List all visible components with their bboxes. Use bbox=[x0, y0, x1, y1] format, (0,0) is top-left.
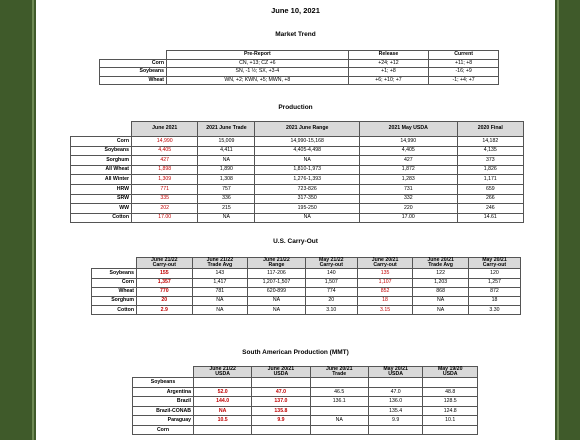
table-cell: 3.30 bbox=[468, 306, 520, 315]
table-cell: 335 bbox=[132, 194, 198, 204]
south-american-table bbox=[132, 366, 478, 435]
header-cell bbox=[413, 258, 469, 269]
table-cell: 1,171 bbox=[457, 175, 523, 185]
row-label: Corn bbox=[92, 278, 137, 287]
table-cell: 52.0 bbox=[194, 387, 252, 397]
table-cell: 195-250 bbox=[255, 204, 360, 214]
table-cell: 47.0 bbox=[252, 387, 310, 397]
header-cell bbox=[468, 258, 520, 269]
table-cell: 135.4 bbox=[368, 406, 423, 416]
production-title: Production bbox=[278, 104, 313, 111]
table-row bbox=[133, 406, 478, 416]
table-cell: 852 bbox=[357, 287, 413, 296]
table-cell: 757 bbox=[198, 184, 255, 194]
table-cell: 117-206 bbox=[248, 269, 306, 278]
table-cell: +6; +10; +7 bbox=[348, 76, 429, 85]
row-label: WW bbox=[71, 204, 132, 214]
header-cell: June 2021 bbox=[132, 122, 198, 137]
table-row bbox=[92, 306, 521, 315]
table-cell: 135 bbox=[357, 269, 413, 278]
table-cell: 9.9 bbox=[252, 416, 310, 426]
table-cell: 14.61 bbox=[457, 213, 523, 223]
table-row bbox=[71, 175, 524, 185]
table-cell: 20 bbox=[137, 296, 193, 305]
table-cell: 18 bbox=[468, 296, 520, 305]
row-label: SRW bbox=[71, 194, 132, 204]
header-line: USDA bbox=[215, 371, 230, 378]
table-cell bbox=[310, 378, 368, 388]
right-border-frame bbox=[555, 0, 580, 440]
table-cell: 124.8 bbox=[423, 406, 478, 416]
table-cell: 122 bbox=[413, 269, 469, 278]
table-cell: 4,405 bbox=[359, 146, 457, 156]
table-cell: NA bbox=[194, 406, 252, 416]
header-cell: 2021 May USDA bbox=[359, 122, 457, 137]
table-cell: 1,276-1,393 bbox=[255, 175, 360, 185]
table-cell: 723-826 bbox=[255, 184, 360, 194]
table-cell: 9.9 bbox=[368, 416, 423, 426]
table-cell: 14,182 bbox=[457, 137, 523, 147]
south-american-title: South American Production (MMT) bbox=[242, 349, 349, 356]
table-cell: 332 bbox=[359, 194, 457, 204]
table-cell: 14,990 bbox=[359, 137, 457, 147]
table-cell: 872 bbox=[468, 287, 520, 296]
table-cell: 427 bbox=[359, 156, 457, 166]
header-cell bbox=[357, 258, 413, 269]
table-cell: 731 bbox=[359, 184, 457, 194]
table-cell: 1,826 bbox=[457, 165, 523, 175]
header-line: May 19/20 bbox=[437, 366, 463, 372]
table-row bbox=[92, 296, 521, 305]
table-cell: 770 bbox=[137, 287, 193, 296]
table-cell: WN, +2; KWN, +5; MWN, +8 bbox=[167, 76, 349, 85]
table-cell: 136.0 bbox=[368, 397, 423, 407]
table-row bbox=[71, 137, 524, 147]
table-cell: 373 bbox=[457, 156, 523, 166]
table-cell: 1,898 bbox=[132, 165, 198, 175]
table-row bbox=[133, 416, 478, 426]
table-cell: 427 bbox=[132, 156, 198, 166]
row-label: Soybeans bbox=[71, 146, 132, 156]
table-cell: 246 bbox=[457, 204, 523, 214]
header-line: Carry-out bbox=[319, 262, 343, 269]
table-cell: 15,009 bbox=[198, 137, 255, 147]
table-row bbox=[92, 287, 521, 296]
south-american-rows bbox=[133, 378, 478, 435]
header-line: June 21/22 bbox=[263, 257, 290, 263]
table-cell: 120 bbox=[468, 269, 520, 278]
header-line: June 21/22 bbox=[151, 257, 178, 263]
table-row bbox=[92, 278, 521, 287]
row-label: Corn bbox=[71, 137, 132, 147]
header-line: June 20/21 bbox=[371, 257, 399, 263]
header-cell bbox=[137, 258, 193, 269]
header-blank bbox=[133, 367, 194, 378]
table-cell: 17.00 bbox=[132, 213, 198, 223]
row-label: Wheat bbox=[92, 287, 137, 296]
table-cell: -16; +9 bbox=[429, 68, 499, 77]
table-cell bbox=[252, 378, 310, 388]
row-label: Argentina bbox=[133, 387, 194, 397]
table-cell: NA bbox=[248, 296, 306, 305]
table-cell: 136.1 bbox=[310, 397, 368, 407]
header-line: USDA bbox=[273, 371, 289, 378]
row-label: Wheat bbox=[100, 76, 167, 85]
header-blank bbox=[100, 51, 167, 60]
row-label: All Winter bbox=[71, 175, 132, 185]
row-label: All Wheat bbox=[71, 165, 132, 175]
table-row bbox=[133, 387, 478, 397]
table-cell: 774 bbox=[305, 287, 357, 296]
table-cell: 128.5 bbox=[423, 397, 478, 407]
carry-out-title: U.S. Carry-Out bbox=[273, 238, 318, 245]
row-label: Sorghum bbox=[71, 156, 132, 166]
header-line: Trade Avg bbox=[428, 262, 453, 269]
table-cell: 220 bbox=[359, 204, 457, 214]
header-cell bbox=[423, 367, 478, 378]
table-cell: 1,417 bbox=[192, 278, 248, 287]
market-trend-table bbox=[99, 50, 499, 85]
header-line: Carry-out bbox=[482, 262, 507, 269]
table-cell: 1,872 bbox=[359, 165, 457, 175]
left-border-frame bbox=[0, 0, 36, 440]
table-cell: 1,257 bbox=[468, 278, 520, 287]
table-cell: 20 bbox=[305, 296, 357, 305]
header-blank bbox=[71, 122, 132, 137]
row-label: Sorghum bbox=[92, 296, 137, 305]
header-cell bbox=[194, 367, 252, 378]
table-cell: 135.8 bbox=[252, 406, 310, 416]
table-cell bbox=[310, 425, 368, 435]
table-cell: 14,990-15,168 bbox=[255, 137, 360, 147]
header-line: USDA bbox=[388, 371, 403, 378]
table-cell: 868 bbox=[413, 287, 469, 296]
table-cell: 3.10 bbox=[305, 306, 357, 315]
header-line: June 20/21 bbox=[267, 366, 295, 372]
group-label: Soybeans bbox=[133, 378, 194, 388]
table-cell bbox=[252, 425, 310, 435]
table-row bbox=[71, 165, 524, 175]
table-cell: NA bbox=[255, 213, 360, 223]
table-cell: 144.0 bbox=[194, 397, 252, 407]
table-cell: CN, +13; CZ +6 bbox=[167, 59, 349, 68]
table-cell: NA bbox=[310, 416, 368, 426]
table-cell: 4,405 bbox=[132, 146, 198, 156]
row-label: Brazil bbox=[133, 397, 194, 407]
header-cell: Release bbox=[348, 51, 429, 60]
table-cell bbox=[310, 406, 368, 416]
header-line: May 20/21 bbox=[482, 257, 507, 263]
table-cell: 1,203 bbox=[413, 278, 469, 287]
table-cell bbox=[194, 378, 252, 388]
row-label: Corn bbox=[100, 59, 167, 68]
table-cell: 1,309 bbox=[132, 175, 198, 185]
table-cell: 1,283 bbox=[359, 175, 457, 185]
table-cell: 4,135 bbox=[457, 146, 523, 156]
group-row bbox=[133, 425, 478, 435]
table-cell: 1,357 bbox=[137, 278, 193, 287]
table-cell: +11; +8 bbox=[429, 59, 499, 68]
row-label: Cotton bbox=[71, 213, 132, 223]
header-cell: 2020 Final bbox=[457, 122, 523, 137]
table-cell: +24; +12 bbox=[348, 59, 429, 68]
table-row bbox=[100, 76, 499, 85]
table-row bbox=[92, 269, 521, 278]
table-cell: 620-899 bbox=[248, 287, 306, 296]
table-cell bbox=[423, 425, 478, 435]
table-header-row bbox=[100, 51, 499, 60]
header-line: May 20/21 bbox=[383, 366, 408, 372]
table-cell: 4,411 bbox=[198, 146, 255, 156]
header-cell: 2021 June Range bbox=[255, 122, 360, 137]
header-line: Range bbox=[268, 262, 285, 269]
header-line: Carry-out bbox=[373, 262, 397, 269]
table-row bbox=[71, 184, 524, 194]
row-label: Soybeans bbox=[92, 269, 137, 278]
table-cell bbox=[368, 425, 423, 435]
row-label: HRW bbox=[71, 184, 132, 194]
report-page bbox=[36, 0, 555, 440]
table-cell bbox=[423, 378, 478, 388]
market-trend-title: Market Trend bbox=[275, 31, 316, 38]
table-cell: 143 bbox=[192, 269, 248, 278]
table-header-row bbox=[92, 258, 521, 269]
header-cell bbox=[252, 367, 310, 378]
row-label: Brazil-CONAB bbox=[133, 406, 194, 416]
header-line: June 21/22 bbox=[209, 366, 236, 372]
table-row bbox=[133, 397, 478, 407]
table-cell: NA bbox=[413, 306, 469, 315]
report-date: June 10, 2021 bbox=[271, 6, 320, 15]
header-line: Trade Avg bbox=[207, 262, 233, 269]
table-row bbox=[71, 156, 524, 166]
table-cell: SN, -1 ½; SX, +3-4 bbox=[167, 68, 349, 77]
header-cell: 2021 June Trade bbox=[198, 122, 255, 137]
table-cell: NA bbox=[198, 156, 255, 166]
table-cell: 1,207-1,507 bbox=[248, 278, 306, 287]
table-cell: 659 bbox=[457, 184, 523, 194]
table-cell: 46.5 bbox=[310, 387, 368, 397]
table-cell: NA bbox=[413, 296, 469, 305]
header-line: June 20/21 bbox=[325, 366, 353, 372]
table-cell: 18 bbox=[357, 296, 413, 305]
table-cell: 202 bbox=[132, 204, 198, 214]
table-cell: 2.9 bbox=[137, 306, 193, 315]
header-line: Carry-out bbox=[152, 262, 176, 269]
table-cell: 1,308 bbox=[198, 175, 255, 185]
header-cell bbox=[192, 258, 248, 269]
table-row bbox=[71, 146, 524, 156]
table-cell: 14,990 bbox=[132, 137, 198, 147]
table-cell: 4,405-4,498 bbox=[255, 146, 360, 156]
header-cell bbox=[368, 367, 423, 378]
table-cell: 48.8 bbox=[423, 387, 478, 397]
table-cell: 155 bbox=[137, 269, 193, 278]
header-cell bbox=[248, 258, 306, 269]
table-cell: 1,507 bbox=[305, 278, 357, 287]
table-cell: -1; +4; +7 bbox=[429, 76, 499, 85]
row-label: Paraguay bbox=[133, 416, 194, 426]
table-row bbox=[71, 204, 524, 214]
table-cell: NA bbox=[255, 156, 360, 166]
header-cell bbox=[305, 258, 357, 269]
table-cell: 781 bbox=[192, 287, 248, 296]
production-rows bbox=[71, 137, 524, 223]
header-line: USDA bbox=[442, 371, 458, 378]
table-cell: 771 bbox=[132, 184, 198, 194]
table-cell bbox=[194, 425, 252, 435]
table-cell: 1,890 bbox=[198, 165, 255, 175]
header-cell bbox=[310, 367, 368, 378]
row-label: Soybeans bbox=[100, 68, 167, 77]
table-cell: 140 bbox=[305, 269, 357, 278]
header-line: June 21/22 bbox=[206, 257, 234, 263]
table-cell: 1,107 bbox=[357, 278, 413, 287]
production-table bbox=[70, 121, 524, 223]
header-cell: Pre-Report bbox=[167, 51, 349, 60]
table-cell: 137.0 bbox=[252, 397, 310, 407]
table-cell: NA bbox=[248, 306, 306, 315]
header-line: June 20/21 bbox=[427, 257, 454, 263]
table-cell: 3.15 bbox=[357, 306, 413, 315]
group-label: Corn bbox=[133, 425, 194, 435]
table-cell: 10.5 bbox=[194, 416, 252, 426]
header-cell: Current bbox=[429, 51, 499, 60]
table-cell: 336 bbox=[198, 194, 255, 204]
table-cell: 17.00 bbox=[359, 213, 457, 223]
table-header-row bbox=[71, 122, 524, 137]
table-cell: NA bbox=[192, 296, 248, 305]
table-cell: 47.0 bbox=[368, 387, 423, 397]
table-cell: NA bbox=[192, 306, 248, 315]
table-cell: 1,810-1,973 bbox=[255, 165, 360, 175]
table-cell: 266 bbox=[457, 194, 523, 204]
carry-out-table bbox=[91, 257, 521, 315]
header-line: Trade bbox=[332, 371, 347, 378]
table-cell bbox=[368, 378, 423, 388]
table-cell: 317-350 bbox=[255, 194, 360, 204]
table-row bbox=[71, 194, 524, 204]
header-line: May 21/22 bbox=[319, 257, 344, 263]
group-row bbox=[133, 378, 478, 388]
table-cell: 10.1 bbox=[423, 416, 478, 426]
table-row bbox=[100, 68, 499, 77]
header-blank bbox=[92, 258, 137, 269]
table-row bbox=[100, 59, 499, 68]
table-cell: 215 bbox=[198, 204, 255, 214]
table-header-row bbox=[133, 367, 478, 378]
table-row bbox=[71, 213, 524, 223]
table-cell: +1; +8 bbox=[348, 68, 429, 77]
carry-out-rows bbox=[92, 269, 521, 315]
table-cell: NA bbox=[198, 213, 255, 223]
row-label: Cotton bbox=[92, 306, 137, 315]
